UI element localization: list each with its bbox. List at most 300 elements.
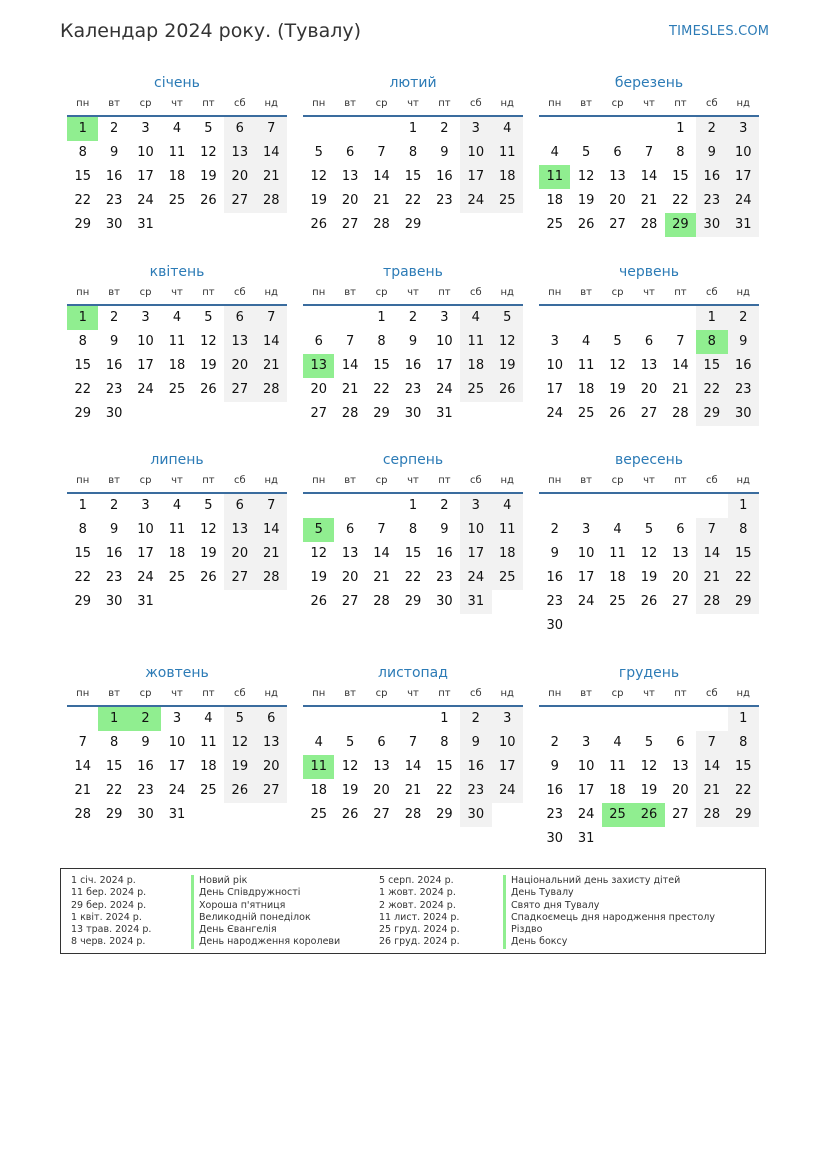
weekday-label: ср [611,688,624,699]
weekday-header [539,683,759,707]
day-cell: 4 [172,310,182,325]
day-cell: 25 [602,803,633,827]
day-cell: 19 [577,193,595,208]
day-cell: 13 [303,354,334,378]
day-cell: 3 [141,310,150,325]
weekday-label: пт [674,475,687,486]
day-cell: 10 [168,735,186,750]
day-cell: 20 [672,783,689,798]
weekday-label: сб [705,475,718,486]
day-cell: 15 [74,169,91,184]
day-cell: 9 [696,141,727,165]
weekday-label: чт [643,688,655,699]
day-cell: 9 [550,759,559,774]
day-cell: 14 [672,358,689,373]
legend-name: Національний день захисту дітей [503,875,715,887]
day-cell: 3 [581,735,591,750]
day-cell: 15 [728,542,759,566]
day-cell: 2 [696,117,727,141]
day-cell: 17 [492,755,523,779]
weekday-label: чт [171,287,183,298]
weekday-label: чт [171,688,183,699]
day-cell: 13 [672,759,689,774]
day-cell: 16 [696,165,727,189]
month-7 [67,450,287,614]
day-cell: 11 [539,165,570,189]
day-cell: 4 [172,121,182,136]
day-cell: 22 [728,566,759,590]
weekday-label: пн [76,287,90,298]
day-cell: 22 [105,783,123,798]
day-cell: 29 [373,406,390,421]
day-cell: 16 [105,546,123,561]
day-cell: 3 [141,121,150,136]
day-cell: 24 [137,193,154,208]
day-cell: 7 [696,518,727,542]
day-cell: 21 [696,566,727,590]
day-cell: 31 [728,213,759,237]
empty-cell [303,117,334,141]
day-cell: 29 [728,590,759,614]
day-cell: 15 [74,358,91,373]
day-cell: 3 [460,117,491,141]
day-cell: 30 [105,594,123,609]
day-cell: 26 [200,382,217,397]
day-cell: 16 [404,358,422,373]
day-cell: 10 [436,334,453,349]
empty-cell [633,707,664,731]
day-cell: 22 [404,193,422,208]
day-cell: 6 [224,494,255,518]
day-cell: 10 [460,518,491,542]
weekday-label: ср [611,287,624,298]
day-cell: 13 [341,169,359,184]
day-cell: 16 [436,546,453,561]
day-cell: 22 [74,193,91,208]
day-cell: 25 [200,783,217,798]
weekday-header [67,683,287,707]
month-4 [67,262,287,426]
day-cell: 27 [640,406,658,421]
day-cell: 10 [460,141,491,165]
day-cell: 29 [665,213,696,237]
day-cell: 13 [341,546,359,561]
day-grid [67,306,287,426]
weekday-label: пн [312,475,326,486]
weekday-label: чт [643,98,655,109]
day-cell: 4 [492,117,523,141]
day-cell: 2 [109,498,119,513]
day-cell: 26 [577,217,595,232]
legend-date: 1 квіт. 2024 р. [71,911,142,923]
day-cell: 31 [577,831,595,846]
empty-cell [224,213,255,237]
empty-cell [161,590,192,614]
day-cell: 11 [492,141,523,165]
empty-cell [193,402,224,426]
day-cell: 20 [341,193,359,208]
day-cell: 25 [546,217,563,232]
day-cell: 24 [577,594,595,609]
weekday-label: нд [736,688,750,699]
day-cell: 18 [609,783,626,798]
day-cell: 3 [440,310,449,325]
day-cell: 4 [460,306,491,330]
day-cell: 3 [172,711,182,726]
day-cell: 18 [168,546,186,561]
day-cell: 21 [373,570,390,585]
day-cell: 7 [78,735,87,750]
day-cell: 14 [696,755,727,779]
day-cell: 17 [168,759,186,774]
day-cell: 18 [168,358,186,373]
day-cell: 15 [74,546,91,561]
day-cell: 21 [74,783,91,798]
day-cell: 19 [200,169,217,184]
day-cell: 15 [404,546,422,561]
weekday-label: сб [233,688,246,699]
day-cell: 17 [460,165,491,189]
day-cell: 8 [440,735,449,750]
empty-cell [539,306,570,330]
day-cell: 30 [546,831,563,846]
empty-cell [492,402,523,426]
day-cell: 10 [492,731,523,755]
day-cell: 4 [492,494,523,518]
weekday-label: вт [108,688,120,699]
day-cell: 26 [633,803,664,827]
day-cell: 5 [314,145,323,160]
empty-cell [539,494,570,518]
day-grid [67,494,287,614]
day-grid [539,306,759,426]
month-10 [67,663,287,827]
day-cell: 3 [492,707,523,731]
day-cell: 3 [550,334,559,349]
day-cell: 24 [546,406,563,421]
weekday-label: вт [580,688,592,699]
weekday-label: нд [264,98,278,109]
month-name: листопад [378,665,448,681]
day-grid [303,707,523,827]
day-cell: 12 [200,145,217,160]
day-cell: 25 [460,378,491,402]
day-cell: 11 [492,518,523,542]
day-cell: 28 [256,566,287,590]
day-cell: 9 [460,731,491,755]
legend-name: День народження королеви [191,936,340,948]
weekday-label: пн [312,287,326,298]
day-cell: 18 [492,165,523,189]
weekday-label: нд [500,287,514,298]
day-cell: 15 [696,354,727,378]
weekday-header [303,282,523,306]
day-cell: 27 [224,189,255,213]
day-cell: 27 [672,807,689,822]
empty-cell [256,213,287,237]
weekday-label: пн [312,688,326,699]
day-cell: 9 [440,145,449,160]
day-cell: 19 [200,358,217,373]
legend-date: 8 черв. 2024 р. [71,936,146,948]
day-cell: 11 [609,759,626,774]
day-cell: 15 [105,759,123,774]
legend-name: День Тувалу [503,887,715,899]
weekday-label: пт [202,688,215,699]
month-name: грудень [618,665,680,681]
day-cell: 18 [460,354,491,378]
day-cell: 16 [105,169,123,184]
day-cell: 7 [676,334,685,349]
day-cell: 19 [310,570,327,585]
empty-cell [633,827,664,851]
day-cell: 19 [640,570,658,585]
weekday-label: сб [469,287,482,298]
day-cell: 1 [78,498,87,513]
day-cell: 22 [373,382,390,397]
legend-date: 13 трав. 2024 р. [71,924,152,936]
day-cell: 20 [672,570,689,585]
month-name: серпень [382,452,444,468]
weekday-label: ср [375,287,388,298]
day-cell: 30 [105,217,123,232]
empty-cell [570,306,601,330]
day-cell: 21 [256,354,287,378]
day-cell: 1 [440,711,449,726]
day-cell: 16 [460,755,491,779]
day-cell: 2 [440,121,449,136]
day-cell: 2 [440,498,449,513]
day-cell: 12 [200,522,217,537]
day-cell: 2 [408,310,418,325]
legend-name: Різдво [503,924,715,936]
weekday-header [303,470,523,494]
day-cell: 5 [644,735,654,750]
day-cell: 28 [256,378,287,402]
month-name: липень [150,452,204,468]
weekday-label: нд [500,688,514,699]
day-cell: 11 [168,522,186,537]
weekday-label: вт [580,287,592,298]
weekday-label: вт [344,287,356,298]
day-cell: 5 [644,522,654,537]
day-cell: 23 [696,189,727,213]
day-cell: 24 [460,189,491,213]
day-cell: 29 [74,217,91,232]
empty-cell [224,402,255,426]
day-cell: 14 [256,330,287,354]
day-cell: 24 [577,807,595,822]
day-cell: 16 [436,169,453,184]
legend-name: День Співдружності [191,887,340,899]
day-cell: 9 [408,334,418,349]
weekday-label: пт [438,287,451,298]
empty-cell [193,213,224,237]
empty-cell [460,213,491,237]
day-cell: 6 [224,306,255,330]
brand-link[interactable]: TIMESLES.COM [669,24,770,39]
day-cell: 21 [672,382,689,397]
empty-cell [570,117,601,141]
day-cell: 17 [137,546,154,561]
day-cell: 19 [200,546,217,561]
empty-cell [570,494,601,518]
empty-cell [696,827,727,851]
day-cell: 10 [137,334,154,349]
empty-cell [460,402,491,426]
day-cell: 19 [640,783,658,798]
day-cell: 28 [373,217,390,232]
weekday-label: пн [76,688,90,699]
day-cell: 12 [224,731,255,755]
month-name: жовтень [145,665,209,681]
day-cell: 5 [204,310,213,325]
day-cell: 6 [613,145,622,160]
day-cell: 21 [640,193,658,208]
day-cell: 15 [436,759,453,774]
legend-name: Великодній понеділок [191,912,340,924]
day-cell: 5 [345,735,355,750]
empty-cell [193,803,224,827]
weekday-label: пн [548,287,562,298]
day-cell: 12 [310,169,327,184]
weekday-label: пт [438,475,451,486]
empty-cell [334,707,365,731]
weekday-label: пт [202,98,215,109]
day-cell: 8 [728,731,759,755]
day-cell: 27 [341,594,359,609]
day-cell: 29 [404,217,422,232]
day-cell: 2 [109,310,119,325]
day-cell: 22 [74,570,91,585]
day-cell: 10 [577,759,595,774]
day-cell: 8 [109,735,119,750]
empty-cell [429,213,460,237]
day-cell: 9 [728,330,759,354]
weekday-header [303,93,523,117]
empty-cell [665,306,696,330]
day-cell: 29 [404,594,422,609]
day-cell: 23 [105,193,123,208]
day-cell: 6 [377,735,386,750]
day-cell: 5 [204,498,213,513]
day-cell: 23 [546,594,563,609]
legend-date: 29 бер. 2024 р. [71,899,147,911]
day-cell: 8 [377,334,386,349]
day-cell: 20 [256,755,287,779]
month-6 [539,262,759,426]
weekday-header [539,470,759,494]
day-cell: 11 [303,755,334,779]
day-cell: 24 [460,566,491,590]
day-cell: 9 [440,522,449,537]
weekday-label: пн [76,475,90,486]
day-cell: 19 [609,382,626,397]
weekday-label: пт [674,98,687,109]
day-cell: 23 [404,382,422,397]
day-cell: 11 [200,735,217,750]
day-cell: 28 [696,803,727,827]
day-cell: 2 [550,522,559,537]
day-cell: 7 [377,522,386,537]
day-cell: 17 [728,165,759,189]
weekday-label: чт [171,475,183,486]
day-cell: 19 [492,354,523,378]
month-name: лютий [389,75,437,91]
day-cell: 14 [341,358,359,373]
empty-cell [539,117,570,141]
day-cell: 26 [310,594,327,609]
legend-date: 11 лист. 2024 р. [379,911,460,923]
day-cell: 28 [696,590,727,614]
day-cell: 5 [613,334,622,349]
day-cell: 13 [640,358,658,373]
day-cell: 14 [640,169,658,184]
empty-cell [696,494,727,518]
day-cell: 26 [224,779,255,803]
weekday-header [67,470,287,494]
day-cell: 25 [310,807,327,822]
day-cell: 22 [74,382,91,397]
day-grid [303,117,523,237]
weekday-label: сб [233,98,246,109]
day-cell: 24 [492,779,523,803]
day-cell: 18 [577,382,595,397]
day-cell: 10 [728,141,759,165]
empty-cell [696,707,727,731]
day-cell: 2 [109,121,119,136]
day-cell: 28 [256,189,287,213]
day-cell: 11 [460,330,491,354]
weekday-label: вт [344,688,356,699]
day-grid [539,707,759,851]
weekday-label: ср [375,475,388,486]
day-cell: 30 [728,402,759,426]
day-cell: 18 [168,169,186,184]
month-name: вересень [614,452,684,468]
day-cell: 14 [373,169,390,184]
month-2 [303,73,523,237]
month-5 [303,262,523,426]
day-cell: 20 [640,382,658,397]
day-cell: 12 [640,546,658,561]
empty-cell [728,827,759,851]
weekday-label: пт [438,688,451,699]
day-cell: 5 [224,707,255,731]
day-cell: 29 [105,807,123,822]
empty-cell [492,803,523,827]
day-cell: 14 [696,542,727,566]
weekday-label: сб [705,287,718,298]
day-cell: 21 [256,542,287,566]
day-cell: 27 [672,594,689,609]
weekday-label: пн [548,475,562,486]
weekday-label: ср [375,688,388,699]
weekday-label: пн [548,98,562,109]
empty-cell [570,614,601,638]
day-cell: 31 [436,406,453,421]
day-cell: 8 [408,522,418,537]
day-cell: 8 [78,522,87,537]
day-cell: 22 [436,783,453,798]
month-name: січень [154,75,200,91]
empty-cell [224,803,255,827]
day-cell: 27 [256,779,287,803]
weekday-label: нд [736,98,750,109]
legend-name: Свято дня Тувалу [503,900,715,912]
day-cell: 23 [105,570,123,585]
day-cell: 5 [581,145,591,160]
